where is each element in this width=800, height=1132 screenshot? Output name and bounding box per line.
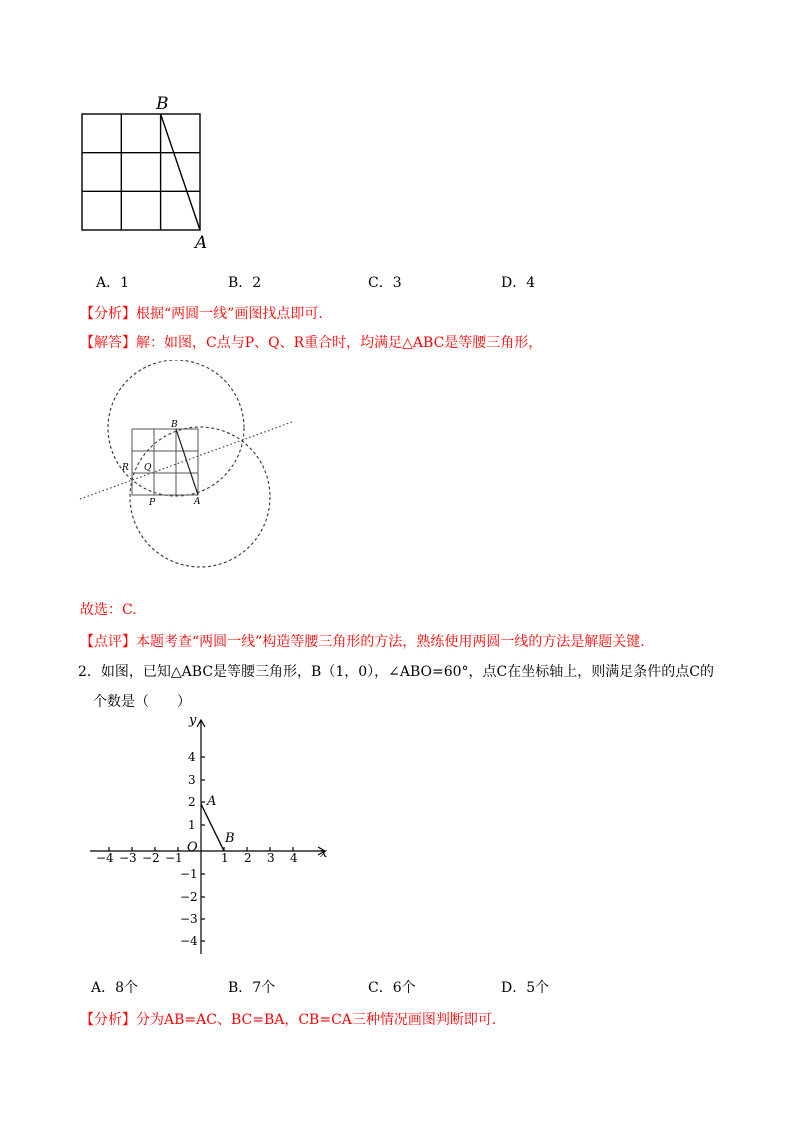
origin-label: O [187,840,198,855]
q2-stem-line1: 2．如图，已知△ABC是等腰三角形，B（1，0），∠ABO=60°，点C在坐标轴上，则满足条件的点C的 [78,664,714,680]
x-axis-label: x [320,846,328,861]
y-tick-label: −1 [180,867,198,881]
point-label-b: B [156,94,169,114]
x-tick-label: −2 [142,851,160,865]
y-tick-label: −3 [180,912,198,926]
q1-analysis: 【分析】根据“两圆一线”画图找点即可. [80,306,323,322]
x-tick-label: 1 [221,851,229,865]
q2-option-d[interactable]: D．5个 [501,980,550,996]
q1-comment: 【点评】本题考查“两圆一线”构造等腰三角形的方法，熟练使用两圆一线的方法是解题关键. [80,634,645,650]
q2-option-a[interactable]: A．8个 [91,980,139,996]
grid-figure-1 [70,90,230,255]
x-tick-label: 3 [267,851,275,865]
fig2-label-p: P [149,498,156,508]
q1-solution: 【解答】解：如图，C点与P、Q、R重合时，均满足△ABC是等腰三角形， [80,335,543,351]
coordinate-figure [80,712,340,962]
y-tick-label: −4 [180,934,198,948]
point-label-a: A [195,233,208,253]
q1-option-c[interactable]: C．3 [368,275,402,291]
x-tick-label: 2 [244,851,252,865]
fig2-label-q: Q [144,463,152,473]
q1-option-d[interactable]: D．4 [501,275,536,291]
q2-stem-line2: 个数是（ ） [93,694,191,710]
q1-option-b[interactable]: B．2 [228,275,262,291]
y-tick-label: −2 [180,890,198,904]
x-tick-label: −4 [96,851,114,865]
q1-answer: 故选：C. [80,602,137,618]
fig2-label-b: B [171,420,178,430]
y-tick-label: 2 [188,795,196,809]
q1-option-a[interactable]: A．1 [96,275,130,291]
fig2-label-a: A [194,497,201,507]
y-tick-label: 3 [188,773,196,787]
q2-option-b[interactable]: B．7个 [228,980,276,996]
point-a-label: A [207,794,217,809]
y-tick-label: 1 [188,818,196,832]
y-axis-label: y [189,713,197,728]
point-b-label: B [225,831,235,846]
y-tick-label: 4 [188,750,196,764]
x-tick-label: −3 [119,851,137,865]
fig2-label-r: R [122,463,129,473]
solution-figure [78,360,298,575]
x-tick-label: −1 [165,851,183,865]
q2-analysis: 【分析】分为AB=AC、BC=BA，CB=CA三种情况画图判断即可. [80,1012,497,1028]
x-tick-label: 4 [290,851,298,865]
q2-option-c[interactable]: C．6个 [368,980,416,996]
